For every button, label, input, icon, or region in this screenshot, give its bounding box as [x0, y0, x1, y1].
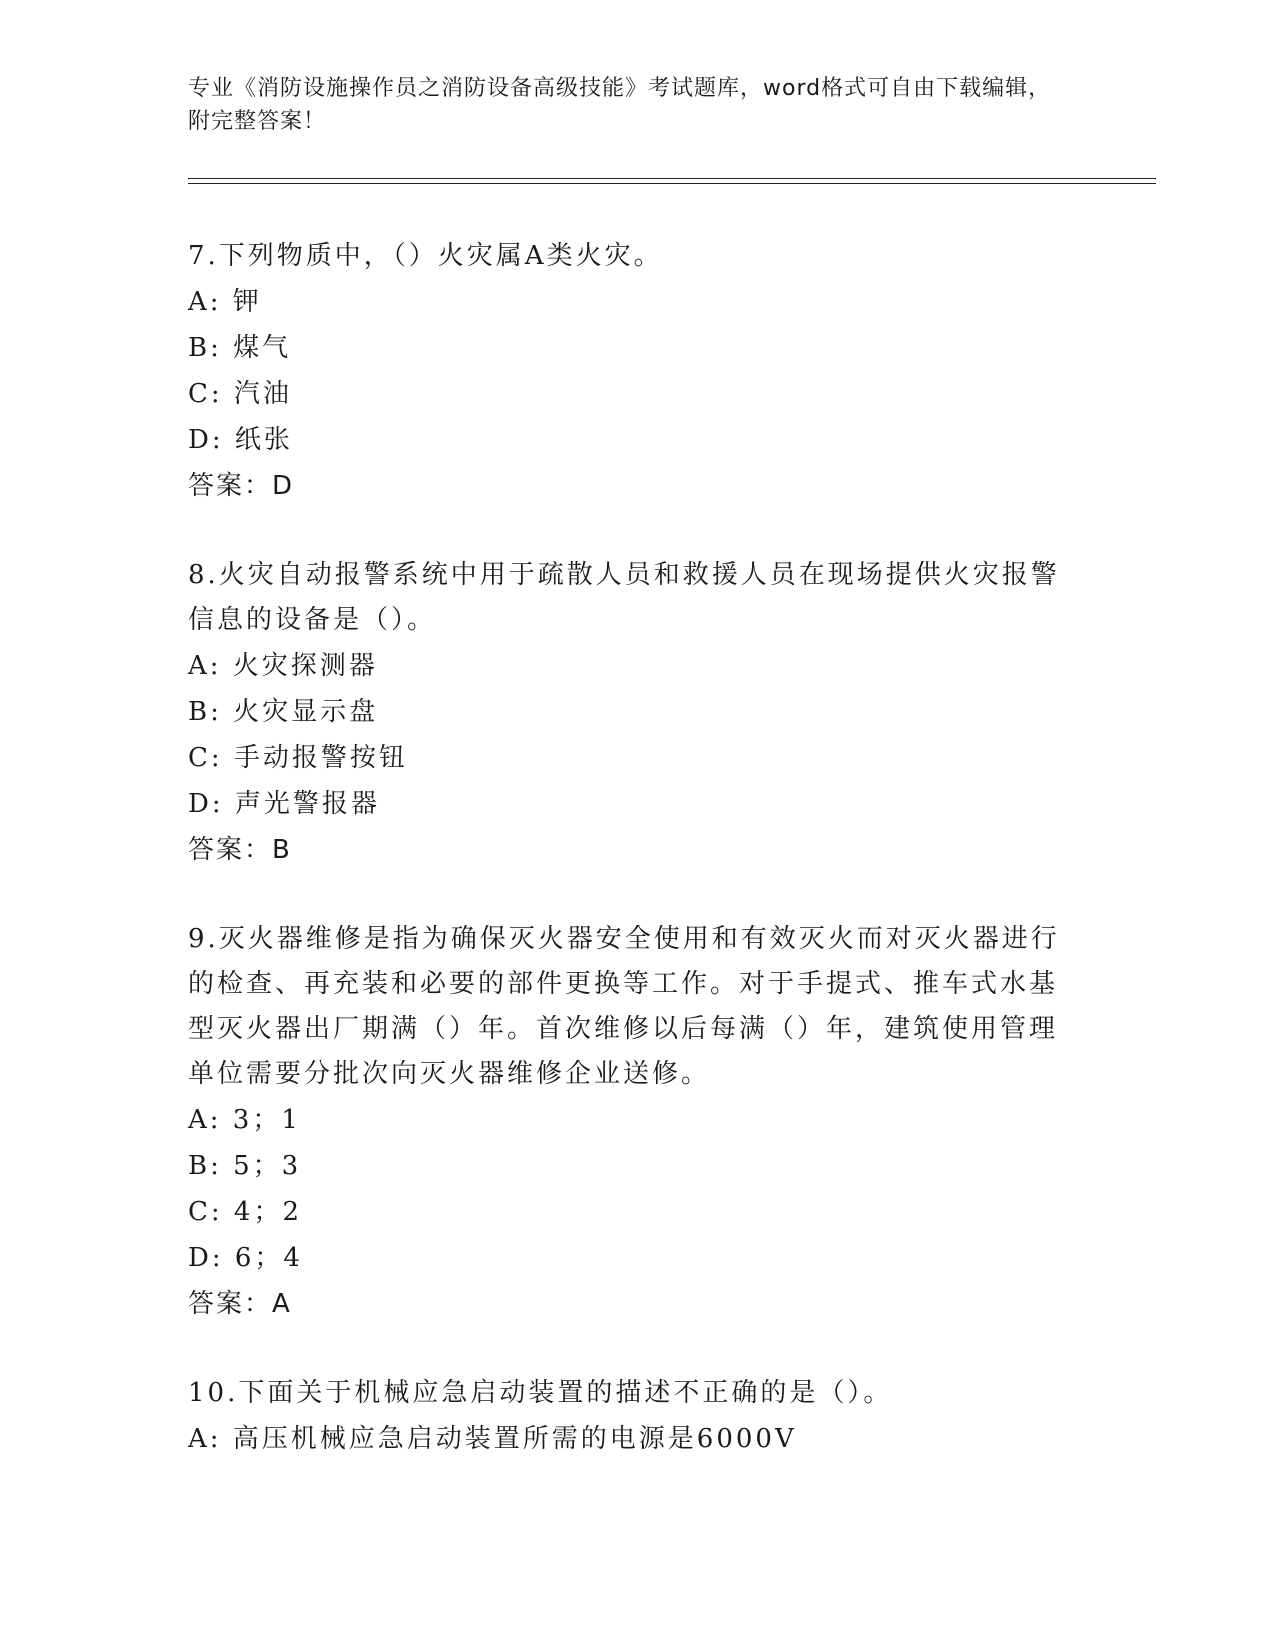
- answer-line: 答案：A: [188, 1289, 292, 1319]
- option-b: B: 煤气: [188, 333, 292, 363]
- option-d: D: 声光警报器: [188, 789, 380, 819]
- option-a: A: 高压机械应急启动装置所需的电源是6000V: [188, 1424, 797, 1454]
- answer-line: 答案：B: [188, 835, 292, 865]
- option-d: D: 纸张: [188, 425, 293, 455]
- question-9: [188, 917, 1068, 1327]
- question-stem: 8.火灾自动报警系统中用于疏散人员和救援人员在现场提供火灾报警信息的设备是（）。: [188, 560, 1060, 635]
- question-7: [188, 234, 1068, 509]
- question-stem: 10.下面关于机械应急启动装置的描述不正确的是（）。: [188, 1378, 893, 1408]
- option-a: A: 3；1: [188, 1105, 301, 1135]
- question-list: [188, 234, 1068, 1506]
- question-stem: 9.灭火器维修是指为确保灭火器安全使用和有效灭火而对灭火器进行的检查、再充装和必要的部件更换等工作。对于手提式、推车式水基型灭火器出厂期满（）年。首次维修以后每满（）年，建筑使用管理单位需要分批次向灭火器维修企业送修。: [188, 924, 1060, 1089]
- header-divider-bottom: [188, 183, 1156, 184]
- answer-line: 答案：D: [188, 471, 295, 501]
- question-10: [188, 1371, 1068, 1462]
- option-c: C: 4；2: [188, 1197, 303, 1227]
- option-a: A: 火灾探测器: [188, 651, 378, 681]
- question-stem: 7.下列物质中，（）火灾属A类火灾。: [188, 241, 663, 271]
- question-8: [188, 553, 1068, 873]
- header-divider-top: [188, 178, 1156, 179]
- option-b: B: 火灾显示盘: [188, 697, 379, 727]
- document-header: 专业《消防设施操作员之消防设备高级技能》考试题库，word格式可自由下载编辑，附完整答案！: [188, 76, 1052, 134]
- option-d: D: 6；4: [188, 1243, 303, 1273]
- option-b: B: 5；3: [188, 1151, 302, 1181]
- option-c: C: 汽油: [188, 379, 292, 409]
- option-a: A: 钾: [188, 287, 262, 317]
- option-c: C: 手动报警按钮: [188, 743, 408, 773]
